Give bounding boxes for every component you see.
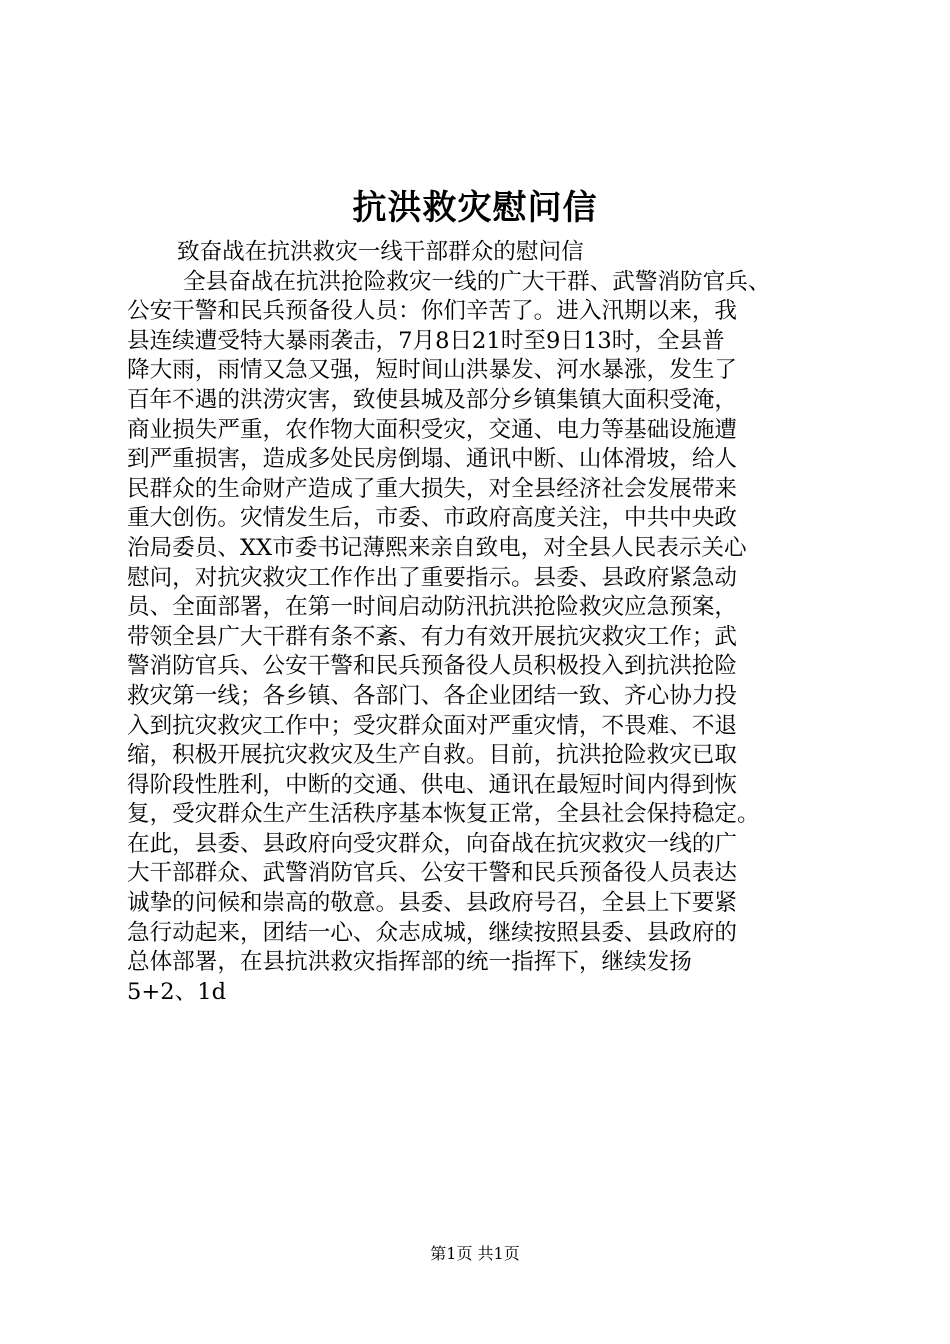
page-footer: 第1页 共1页: [430, 1244, 520, 1263]
text-line: 警消防官兵、公安干警和民兵预备役人员积极投入到抗洪抢险: [127, 653, 738, 680]
text-line: 治局委员、XX市委书记薄熙来亲自致电，对全县人民表示关心: [127, 534, 747, 561]
text-line: 降大雨，雨情又急又强，短时间山洪暴发、河水暴涨，发生了: [127, 357, 738, 384]
text-line: 5+2、1d: [127, 978, 227, 1005]
text-line: 县连续遭受特大暴雨袭击，7月8日21时至9日13时，全县普: [127, 327, 725, 354]
text-line: 在此，县委、县政府向受灾群众，向奋战在抗灾救灾一线的广: [127, 830, 738, 857]
letter-paragraph: [127, 268, 849, 1008]
text-line: 急行动起来，团结一心、众志成城，继续按照县委、县政府的: [127, 919, 738, 946]
text-line: 入到抗灾救灾工作中；受灾群众面对严重灾情，不畏难、不退: [127, 712, 738, 739]
text-line: 慰问，对抗灾救灾工作作出了重要指示。县委、县政府紧急动: [127, 564, 738, 591]
text-line: 重大创伤。灾情发生后，市委、市政府高度关注，中共中央政: [127, 505, 738, 532]
text-line: 公安干警和民兵预备役人员：你们辛苦了。进入汛期以来，我: [127, 298, 738, 325]
text-line: 员、全面部署，在第一时间启动防汛抗洪抢险救灾应急预案，: [127, 594, 738, 621]
text-line: 全县奋战在抗洪抢险救灾一线的广大干群、武警消防官兵、: [183, 268, 771, 295]
text-line: 得阶段性胜利，中断的交通、供电、通讯在最短时间内得到恢: [127, 771, 738, 798]
text-line: 民群众的生命财产造成了重大损失，对全县经济社会发展带来: [127, 475, 738, 502]
text-line: 百年不遇的洪涝灾害，致使县城及部分乡镇集镇大面积受淹，: [127, 386, 738, 413]
text-line: 大干部群众、武警消防官兵、公安干警和民兵预备役人员表达: [127, 860, 738, 887]
text-line: 诚挚的问候和崇高的敬意。县委、县政府号召，全县上下要紧: [127, 890, 738, 917]
text-line: 复，受灾群众生产生活秩序基本恢复正常，全县社会保持稳定。: [127, 801, 760, 828]
text-line: 救灾第一线；各乡镇、各部门、各企业团结一致、齐心协力投: [127, 682, 738, 709]
text-line: 到严重损害，造成多处民房倒塌、通讯中断、山体滑坡，给人: [127, 446, 738, 473]
document-title: 抗洪救灾慰问信: [352, 188, 598, 228]
salutation-line: 致奋战在抗洪救灾一线干部群众的慰问信: [177, 239, 584, 265]
text-line: 总体部署，在县抗洪救灾指挥部的统一指挥下，继续发扬: [127, 949, 692, 976]
text-line: 缩，积极开展抗灾救灾及生产自救。目前，抗洪抢险救灾已取: [127, 742, 738, 769]
text-line: 带领全县广大干群有条不紊、有力有效开展抗灾救灾工作；武: [127, 623, 738, 650]
text-line: 商业损失严重，农作物大面积受灾，交通、电力等基础设施遭: [127, 416, 738, 443]
letter-body: [127, 238, 849, 1007]
